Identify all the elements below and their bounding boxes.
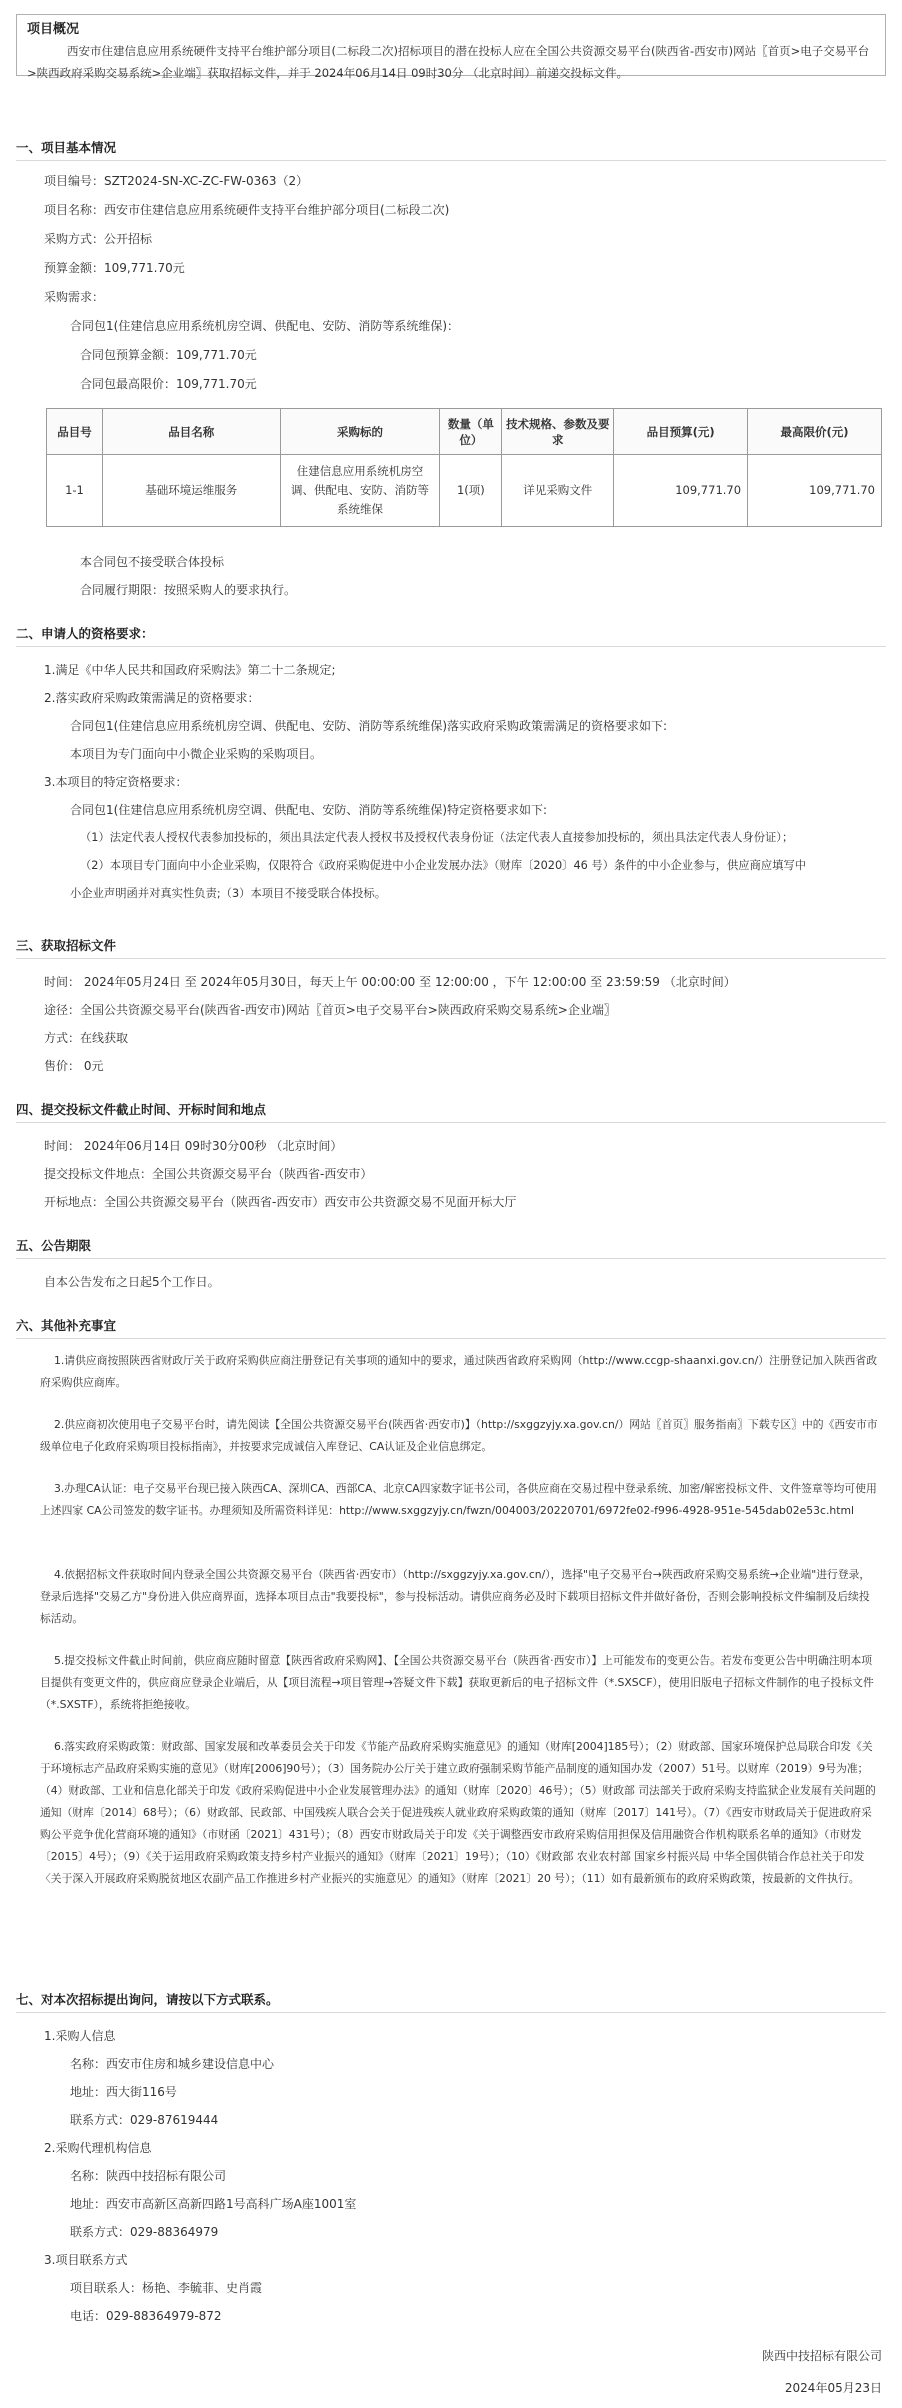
qualification-item-2: 2.落实政府采购政策需满足的资格要求： [44, 691, 260, 705]
supplement-item-3: 3.办理CA认证：电子交易平台现已接入陕西CA、深圳CA、西部CA、北京CA四家数字证书公司，各供应商在交易过程中登录系统、加密/解密投标文件、文件签章等均可使用上述四家 CA公司签发的数字证书。办理须知及所需资料详见：http://www.sxggzyjy.cn/fwzn/004003/20220701/6972fe02-f996-4928-951e-545dab02e53c.html [40, 1482, 877, 1517]
table-cell: 详见采购文件 [502, 455, 614, 527]
agent-name: 名称：陕西中技招标有限公司 [70, 2169, 227, 2183]
qualification-item-3c: （2）本项目专门面向中小企业采购，仅限符合《政府采购促进中小企业发展办法》（财库〔2020〕46 号）条件的中小企业参与，供应商应填写中 [80, 859, 807, 872]
deadline-time: 时间： 2024年06月14日 09时30分00秒 （北京时间） [44, 1139, 343, 1153]
table-cell: 109,771.70 [748, 455, 882, 527]
budget-amount: 预算金额：109,771.70元 [44, 261, 185, 275]
agent-address: 地址：西安市高新区高新四路1号高科广场A座1001室 [70, 2197, 357, 2211]
table-header-cell: 采购标的 [280, 409, 440, 455]
items-table [46, 408, 882, 527]
project-number: 项目编号：SZT2024-SN-XC-ZC-FW-0363（2） [44, 174, 309, 188]
table-header-cell: 技术规格、参数及要求 [502, 409, 614, 455]
agent-phone: 联系方式：029-88364979 [70, 2225, 219, 2239]
section7-heading: 七、对本次招标提出询问，请按以下方式联系。 [16, 1992, 279, 2007]
obtain-mode: 方式：在线获取 [44, 1031, 129, 1045]
divider [16, 958, 886, 959]
divider [16, 160, 886, 161]
divider [16, 646, 886, 647]
section4-heading: 四、提交投标文件截止时间、开标时间和地点 [16, 1102, 267, 1117]
contact-people: 项目联系人：杨艳、李毓菲、史肖霞 [70, 2281, 263, 2295]
contact-title: 3.项目联系方式 [44, 2253, 128, 2267]
table-cell: 109,771.70 [614, 455, 748, 527]
table-header-cell: 最高限价(元) [748, 409, 882, 455]
table-header-cell: 品目预算(元) [614, 409, 748, 455]
table-cell: 基础环境运维服务 [102, 455, 280, 527]
table-row [47, 455, 882, 527]
supplement-item-6: 6.落实政府采购政策：财政部、国家发展和改革委员会关于印发《节能产品政府采购实施意见》的通知（财库[2004]185号）；（2）财政部、国家环境保护总局联合印发《关于环境标志产品政府采购实施的意见》（财库[2006]90号）；（3）国务院办公厅关于建立政府强制采购节能产品制度的通知国办发（2007）51号。以财库（2019）9号为准；（4）财政部、工业和信息化部关于印发《政府采购促进中小企业发展管理办法》的通知（财库〔2020〕46号）；（5）财政部 司法部关于政府采购支持监狱企业发展有关问题的通知（财库〔2014〕68号）；（6）财政部、民政部、中国残疾人联合会关于促进残疾人就业政府采购政策的通知（财库〔2017〕141号）。（7）《西安市财政局关于促进政府采购公平竞争优化营商环境的通知》（市财函〔2021〕431号）；（8）西安市财政局关于印发《关于调整西安市政府采购信用担保及信用融资合作机构联系名单的通知》（市财发〔2015〕4号）；（9）《关于运用政府采购政策支持乡村产业振兴的通知》（财库〔2021〕19号）；（10）《财政部 农业农村部 国家乡村振兴局 中华全国供销合作总社关于印发〈关于深入开展政府采购脱贫地区农副产品工作推进乡村产业振兴的实施意见〉的通知》（财库〔2021〕20 号）；（11）如有最新颁布的政府采购政策，按最新的文件执行。 [40, 1740, 876, 1885]
contact-phone: 电话：029-88364979-872 [70, 2309, 222, 2323]
section2-heading: 二、申请人的资格要求： [16, 626, 154, 641]
qualification-item-3d: 小企业声明函并对真实性负责;（3）本项目不接受联合体投标。 [70, 887, 387, 900]
buyer-phone: 联系方式：029-87619444 [70, 2113, 219, 2127]
qualification-item-3: 3.本项目的特定资格要求： [44, 775, 188, 789]
qualification-item-2b: 本项目为专门面向中小微企业采购的采购项目。 [70, 747, 323, 761]
no-consortium-note: 本合同包不接受联合体投标 [80, 555, 225, 569]
package-max-price: 合同包最高限价：109,771.70元 [80, 377, 257, 391]
submit-location: 提交投标文件地点：全国公共资源交易平台（陕西省-西安市） [44, 1167, 373, 1181]
table-header-cell: 品目号 [47, 409, 103, 455]
obtain-price: 售价： 0元 [44, 1059, 104, 1073]
section6-heading: 六、其他补充事宜 [16, 1318, 117, 1333]
divider [16, 1258, 886, 1259]
section5-heading: 五、公告期限 [16, 1238, 92, 1253]
footer-date: 2024年05月23日 [784, 2381, 882, 2395]
package-budget: 合同包预算金额：109,771.70元 [80, 348, 257, 362]
qualification-item-3a: 合同包1(住建信息应用系统机房空调、供配电、安防、消防等系统维保)特定资格要求如下: [70, 803, 548, 817]
contract-period: 合同履行期限：按照采购人的要求执行。 [80, 583, 297, 597]
table-header-cell: 数量（单位） [440, 409, 502, 455]
table-header-cell: 品目名称 [102, 409, 280, 455]
buyer-info-title: 1.采购人信息 [44, 2029, 116, 2043]
supplement-item-1: 1.请供应商按照陕西省财政厅关于政府采购供应商注册登记有关事项的通知中的要求，通过陕西省政府采购网（http://www.ccgp-shaanxi.gov.cn/）注册登记加入陕西省政府采购供应商库。 [40, 1354, 878, 1389]
overview-title: 项目概况 [27, 22, 80, 37]
obtain-way: 途径：全国公共资源交易平台(陕西省-西安市)网站〖首页>电子交易平台>陕西政府采购交易系统>企业端〗 [44, 1003, 616, 1017]
supplement-item-4: 4.依据招标文件获取时间内登录全国公共资源交易平台（陕西省·西安市）（http://sxggzyjy.xa.gov.cn/），选择"电子交易平台→陕西政府采购交易系统→企业端"进行登录，登录后选择"交易乙方"身份进入供应商界面，选择本项目点击"我要投标"，参与投标活动。请供应商务必及时下载项目招标文件并做好备份，否则会影响投标文件编制及后续投标活动。 [40, 1568, 871, 1625]
table-cell: 1-1 [47, 455, 103, 527]
opening-location: 开标地点：全国公共资源交易平台（陕西省-西安市）西安市公共资源交易不见面开标大厅 [44, 1195, 517, 1209]
table-cell: 住建信息应用系统机房空调、供配电、安防、消防等系统维保 [280, 455, 440, 527]
table-header-row [47, 409, 882, 455]
supplement-item-5: 5.提交投标文件截止时间前，供应商应随时留意【陕西省政府采购网】、【全国公共资源交易平台（陕西省·西安市）】上可能发布的变更公告。若发布变更公告中明确注明本项目提供有变更文件的，供应商应登录企业端后，从【项目流程→项目管理→答疑文件下载】获取更新后的电子招标文件（*.SXSCF），使用旧版电子招标文件制作的电子投标文件（*.SXSTF），系统将拒绝接收。 [40, 1654, 874, 1711]
qualification-item-2a: 合同包1(住建信息应用系统机房空调、供配电、安防、消防等系统维保)落实政府采购政策需满足的资格要求如下: [70, 719, 668, 733]
project-overview-box [16, 14, 886, 80]
section1-heading: 一、项目基本情况 [16, 140, 117, 155]
divider [16, 1122, 886, 1123]
qualification-item-1: 1.满足《中华人民共和国政府采购法》第二十二条规定; [44, 663, 336, 677]
notice-period: 自本公告发布之日起5个工作日。 [44, 1275, 220, 1289]
divider [16, 1338, 886, 1339]
table-cell: 1(项) [440, 455, 502, 527]
buyer-name: 名称：西安市住房和城乡建设信息中心 [70, 2057, 275, 2071]
qualification-item-3b: （1）法定代表人授权代表参加投标的，须出具法定代表人授权书及授权代表身份证（法定代表人直接参加投标的，须出具法定代表人身份证）； [80, 831, 794, 844]
obtain-time: 时间： 2024年05月24日 至 2024年05月30日，每天上午 00:00:00 至 12:00:00 ，下午 12:00:00 至 23:59:59 （北京时间） [44, 975, 736, 989]
agent-info-title: 2.采购代理机构信息 [44, 2141, 152, 2155]
supplement-item-2: 2.供应商初次使用电子交易平台时，请先阅读【全国公共资源交易平台(陕西省·西安市)】（http://sxggzyjy.xa.gov.cn/）网站〖首页〗服务指南〗下载专区〗中的《西安市市级单位电子化政府采购项目投标指南》，并按要求完成诚信入库登记、CA认证及企业信息绑定。 [40, 1418, 878, 1453]
procurement-needs-label: 采购需求： [44, 290, 105, 304]
overview-text: 西安市住建信息应用系统硬件支持平台维护部分项目(二标段二次)招标项目的潜在投标人应在全国公共资源交易平台(陕西省-西安市)网站〖首页>电子交易平台>陕西政府采购交易系统>企业端〗获取招标文件，并于 2024年06月14日 09时30分 （北京时间）前递交投标文件。 [27, 44, 870, 80]
project-name: 项目名称：西安市住建信息应用系统硬件支持平台维护部分项目(二标段二次) [44, 203, 450, 217]
footer-organization: 陕西中技招标有限公司 [761, 2349, 882, 2363]
divider [16, 2012, 886, 2013]
section3-heading: 三、获取招标文件 [16, 938, 117, 953]
procurement-method: 采购方式：公开招标 [44, 232, 153, 246]
package-title: 合同包1(住建信息应用系统机房空调、供配电、安防、消防等系统维保)： [70, 319, 460, 333]
buyer-address: 地址：西大街116号 [70, 2085, 177, 2099]
